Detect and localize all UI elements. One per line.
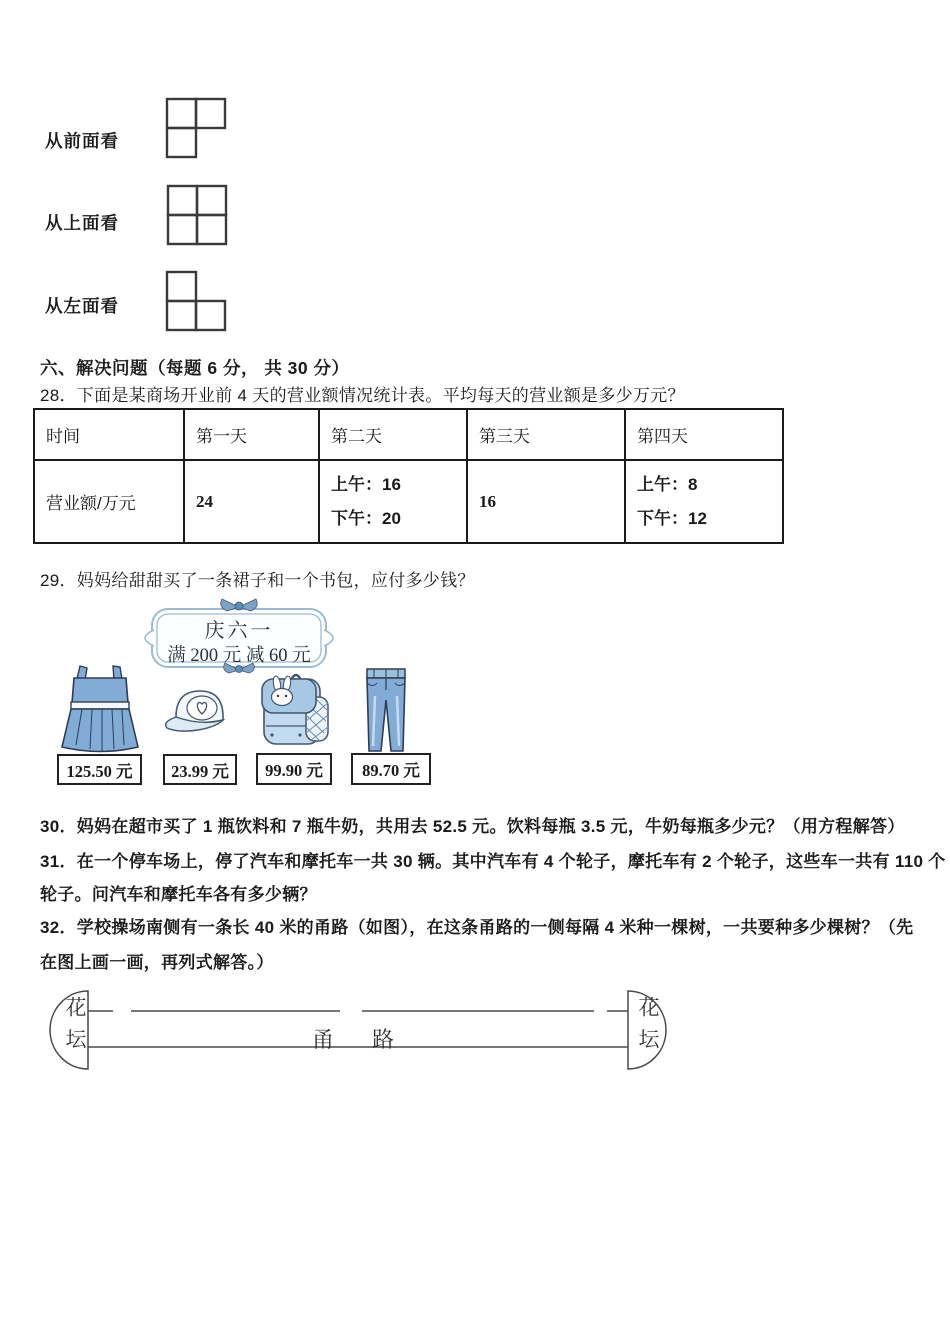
header-day3: 第三天 xyxy=(467,409,625,460)
question-32-line2: 在图上画一画，再列式解答。） xyxy=(40,953,274,972)
header-time: 时间 xyxy=(34,409,184,460)
cell-day2-pm: 下午：20 xyxy=(331,508,401,528)
cell-day1: 24 xyxy=(184,460,319,543)
table-data-row xyxy=(34,460,783,543)
section-title: 六、解决问题（每题 6 分， 共 30 分） xyxy=(40,358,350,378)
question-28-text: 28．下面是某商场开业前 4 天的营业额情况统计表。平均每天的营业额是多少万元？ xyxy=(40,386,685,405)
view-top-label: 从上面看 xyxy=(45,213,119,233)
right-flowerbed-label: 花坛 xyxy=(636,996,660,1060)
left-flowerbed-label: 花坛 xyxy=(63,996,87,1060)
backpack-icon xyxy=(260,668,332,748)
cap-icon xyxy=(164,684,234,736)
header-day2: 第二天 xyxy=(319,409,467,460)
cell-day2 xyxy=(319,460,467,543)
view-left-shape-icon xyxy=(165,270,229,334)
path-diagram xyxy=(0,985,950,1080)
question-29-text: 29．妈妈给甜甜买了一条裙子和一个书包，应付多少钱？ xyxy=(40,571,475,590)
banner-line1: 庆六一 xyxy=(204,620,274,642)
view-top-shape-icon xyxy=(166,184,230,248)
question-31-line1: 31．在一个停车场上，停了汽车和摩托车一共 30 辆。其中汽车有 4 个轮子，摩托车有 2 个轮子，这些车一共有 110 个 xyxy=(40,852,946,871)
price-tag-dress: 125.50 元 xyxy=(57,754,142,785)
question-30-text: 30．妈妈在超市买了 1 瓶饮料和 7 瓶牛奶，共用去 52.5 元。饮料每瓶 3.5 元，牛奶每瓶多少元？（用方程解答） xyxy=(40,817,905,836)
price-tag-backpack: 99.90 元 xyxy=(256,753,332,785)
cell-day2-am: 上午：16 xyxy=(331,474,401,494)
table-header-row xyxy=(34,409,783,460)
question-31-line2: 轮子。问汽车和摩托车各有多少辆？ xyxy=(40,885,317,904)
cell-day4 xyxy=(625,460,783,543)
cell-day4-pm: 下午：12 xyxy=(637,508,707,528)
top-bow-icon xyxy=(221,599,257,611)
revenue-table xyxy=(33,408,784,544)
header-day1: 第一天 xyxy=(184,409,319,460)
question-32-line1: 32．学校操场南侧有一条长 40 米的甬路（如图），在这条甬路的一侧每隔 4 米种一棵树，一共要种多少棵树？（先 xyxy=(40,918,914,937)
dress-icon xyxy=(58,663,142,755)
row-label: 营业额/万元 xyxy=(34,460,184,543)
jeans-icon xyxy=(362,666,410,754)
view-front-shape-icon xyxy=(165,97,229,161)
price-tag-cap: 23.99 元 xyxy=(163,754,237,785)
header-day4: 第四天 xyxy=(625,409,783,460)
view-left-label: 从左面看 xyxy=(45,296,119,316)
path-name-label: 甬 路 xyxy=(312,1027,403,1052)
view-front-label: 从前面看 xyxy=(45,131,119,151)
cell-day3: 16 xyxy=(467,460,625,543)
price-tag-jeans: 89.70 元 xyxy=(351,753,431,785)
cell-day4-am: 上午：8 xyxy=(637,474,698,494)
banner-line2: 满 200 元 减 60 元 xyxy=(167,646,311,666)
